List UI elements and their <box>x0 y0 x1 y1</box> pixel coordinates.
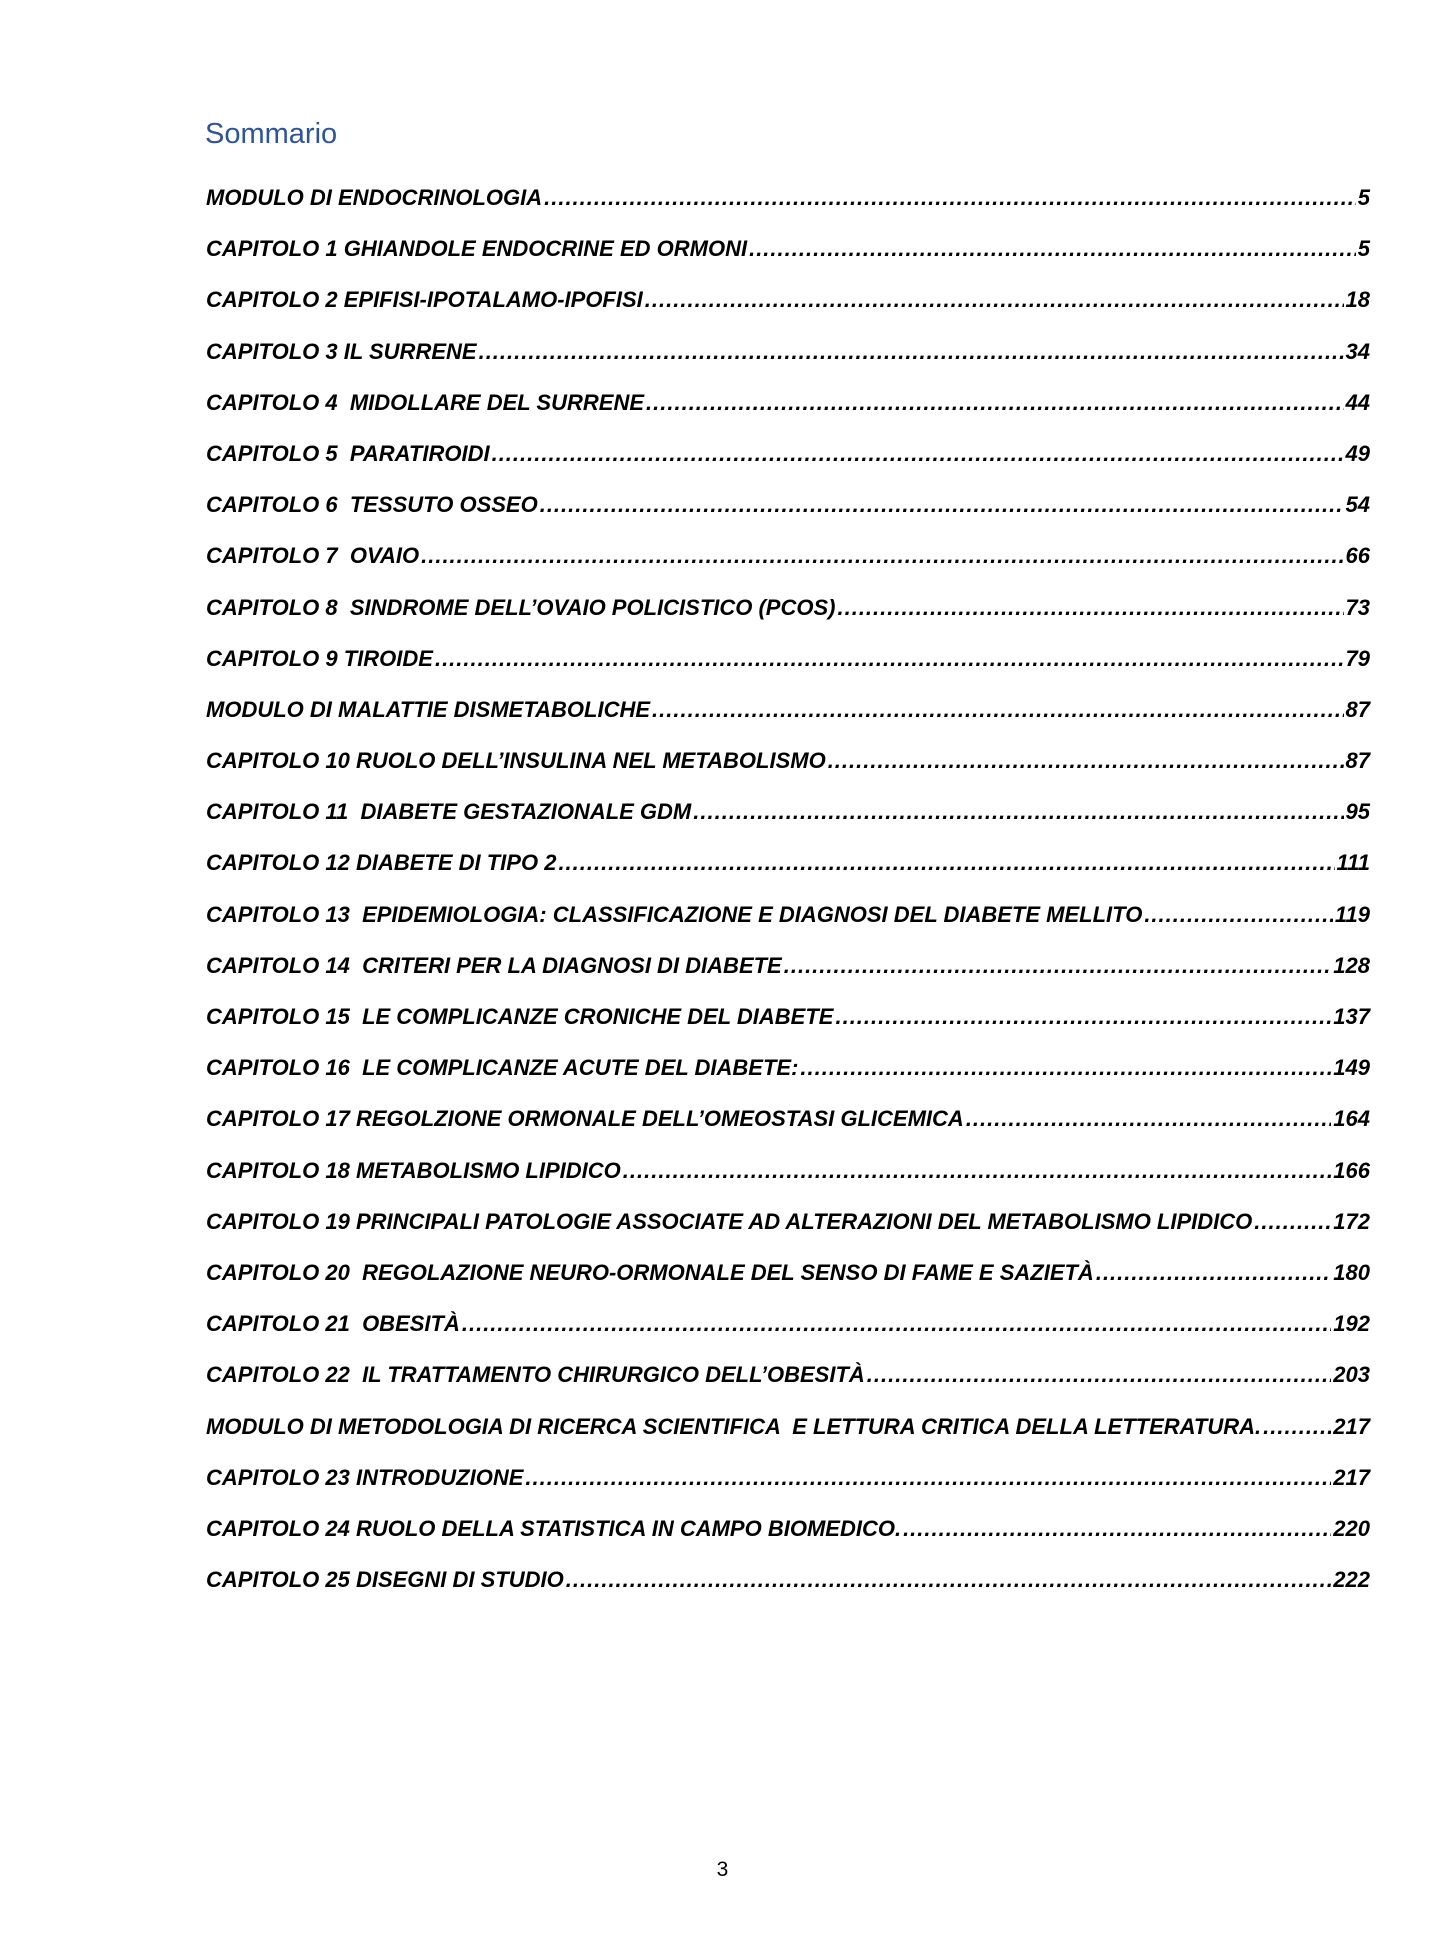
toc-dot-leader <box>1144 895 1333 935</box>
toc-entry-page: 164 <box>1333 1106 1370 1132</box>
toc-entry-label: MODULO DI ENDOCRINOLOGIA <box>206 185 543 210</box>
toc-entry-label: CAPITOLO 7 OVAIO <box>206 543 420 569</box>
toc-heading: Sommario <box>205 118 338 150</box>
toc-dot-leader <box>1263 1407 1331 1447</box>
toc-entry[interactable] <box>206 639 1370 690</box>
toc-entry-label: CAPITOLO 14 CRITERI PER LA DIAGNOSI DI DIABETE <box>206 952 782 978</box>
toc-entry-page: 5 <box>1357 185 1370 210</box>
toc-entry-label: CAPITOLO 18 METABOLISMO LIPIDICO <box>206 1157 621 1183</box>
toc-entry-label: CAPITOLO 15 LE COMPLICANZE CRONICHE DEL DIABETE <box>206 1004 834 1029</box>
toc-entry[interactable] <box>206 1253 1370 1304</box>
toc-entry-page: 149 <box>1333 1055 1370 1081</box>
toc-entry[interactable] <box>206 1509 1370 1560</box>
toc-dot-leader <box>525 1458 1331 1498</box>
toc-entry-page: 180 <box>1333 1259 1370 1285</box>
toc-entry[interactable] <box>206 1304 1370 1355</box>
toc-entry[interactable] <box>206 588 1370 639</box>
toc-dot-leader <box>479 332 1344 372</box>
toc-dot-leader <box>1254 1202 1331 1242</box>
toc-entry-label: CAPITOLO 25 DISEGNI DI STUDIO <box>206 1567 564 1593</box>
toc-entry[interactable] <box>206 1560 1370 1611</box>
toc-entry-label: CAPITOLO 8 SINDROME DELL’OVAIO POLICISTICO (PCOS) <box>206 594 836 620</box>
toc-dot-leader <box>558 843 1334 883</box>
toc-entry-label: CAPITOLO 24 RUOLO DELLA STATISTICA IN CAMPO BIOMEDICO. <box>206 1515 902 1541</box>
toc-entry-label: CAPITOLO 12 DIABETE DI TIPO 2 <box>206 850 557 876</box>
toc-entry-label: CAPITOLO 2 EPIFISI-IPOTALAMO-IPOFISI <box>206 287 643 313</box>
toc-entry-page: 5 <box>1357 236 1370 262</box>
toc-entry-page: 222 <box>1333 1567 1370 1593</box>
toc-dot-leader <box>749 229 1356 269</box>
toc-entry-label: MODULO DI MALATTIE DISMETABOLICHE <box>206 696 651 722</box>
toc-entry-label: CAPITOLO 16 LE COMPLICANZE ACUTE DEL DIABETE: <box>206 1055 799 1081</box>
toc-entry-label: CAPITOLO 11 DIABETE GESTAZIONALE GDM <box>206 799 692 825</box>
toc-entry[interactable] <box>206 383 1370 434</box>
toc-entry[interactable] <box>206 741 1370 792</box>
toc-dot-leader <box>867 1355 1331 1395</box>
toc-dot-leader <box>646 383 1344 423</box>
toc-dot-leader <box>492 434 1344 474</box>
toc-entry-label: CAPITOLO 9 TIROIDE <box>206 645 433 671</box>
toc-entry-page: 79 <box>1345 645 1370 671</box>
toc-dot-leader <box>462 1304 1331 1344</box>
toc-entry-page: 217 <box>1333 1413 1370 1439</box>
toc-dot-leader <box>566 1560 1332 1600</box>
toc-entry-label: CAPITOLO 5 PARATIROIDI <box>206 440 490 466</box>
toc-entry[interactable] <box>206 1407 1370 1458</box>
toc-entry[interactable] <box>206 997 1370 1048</box>
toc-entry-page: 54 <box>1345 492 1370 518</box>
toc-entry[interactable] <box>206 434 1370 485</box>
toc-dot-leader <box>784 946 1332 986</box>
toc-entry-label: CAPITOLO 21 OBESITÀ <box>206 1311 460 1337</box>
toc-dot-leader <box>903 1509 1331 1549</box>
toc-entry-page: 217 <box>1333 1464 1370 1490</box>
toc-dot-leader <box>623 1151 1332 1191</box>
toc-entry-page: 34 <box>1345 338 1370 364</box>
toc-entry-label: CAPITOLO 19 PRINCIPALI PATOLOGIE ASSOCIATE AD ALTERAZIONI DEL METABOLISMO LIPIDICO <box>206 1208 1253 1234</box>
toc-entry-label: CAPITOLO 4 MIDOLLARE DEL SURRENE <box>206 389 645 415</box>
toc-entry[interactable] <box>206 1202 1370 1253</box>
toc-entry-label: CAPITOLO 23 INTRODUZIONE <box>206 1464 524 1490</box>
toc-entry-page: 119 <box>1334 901 1370 927</box>
toc-entry-page: 49 <box>1345 440 1370 466</box>
toc-entry[interactable] <box>206 1099 1370 1150</box>
toc-entry-page: 128 <box>1333 952 1370 978</box>
toc-entry[interactable] <box>206 485 1370 536</box>
toc-entry-page: 137 <box>1333 1004 1370 1029</box>
toc-dot-leader <box>540 485 1344 525</box>
toc-entry-label: CAPITOLO 1 GHIANDOLE ENDOCRINE ED ORMONI <box>206 236 748 262</box>
toc-dot-leader <box>435 639 1344 679</box>
toc-entry-label: CAPITOLO 13 EPIDEMIOLOGIA: CLASSIFICAZIONE E DIAGNOSI DEL DIABETE MELLITO <box>206 901 1143 927</box>
toc-dot-leader <box>835 997 1331 1037</box>
toc-entry-page: 220 <box>1333 1515 1370 1541</box>
toc-entry-page: 111 <box>1336 850 1370 876</box>
toc-entry[interactable] <box>206 843 1370 894</box>
toc-entry[interactable] <box>206 946 1370 997</box>
toc-entry-page: 172 <box>1333 1208 1370 1234</box>
page-number: 3 <box>716 1858 729 1881</box>
table-of-contents <box>206 178 1370 1611</box>
toc-entry-page: 87 <box>1345 748 1370 774</box>
toc-dot-leader <box>544 178 1356 218</box>
toc-entry-page: 66 <box>1345 543 1370 569</box>
toc-entry[interactable] <box>206 280 1370 331</box>
toc-entry-label: MODULO DI METODOLOGIA DI RICERCA SCIENTIFICA E LETTURA CRITICA DELLA LETTERATURA. <box>206 1413 1262 1439</box>
toc-entry-page: 44 <box>1345 389 1370 415</box>
toc-entry-label: CAPITOLO 10 RUOLO DELL’INSULINA NEL METABOLISMO <box>206 748 826 774</box>
toc-dot-leader <box>966 1099 1331 1139</box>
toc-dot-leader <box>652 690 1343 730</box>
toc-entry[interactable] <box>206 229 1370 280</box>
toc-dot-leader <box>800 1048 1331 1088</box>
toc-entry-label: CAPITOLO 20 REGOLAZIONE NEURO-ORMONALE DEL SENSO DI FAME E SAZIETÀ <box>206 1259 1094 1285</box>
toc-entry-page: 203 <box>1333 1362 1370 1388</box>
toc-dot-leader <box>421 536 1343 576</box>
toc-entry[interactable] <box>206 178 1370 229</box>
toc-entry-label: CAPITOLO 3 IL SURRENE <box>206 338 477 364</box>
toc-entry[interactable] <box>206 792 1370 843</box>
toc-dot-leader <box>645 280 1344 320</box>
toc-entry[interactable] <box>206 690 1370 741</box>
toc-entry-page: 18 <box>1345 287 1370 313</box>
toc-entry-label: CAPITOLO 22 IL TRATTAMENTO CHIRURGICO DELL’OBESITÀ <box>206 1362 865 1388</box>
toc-entry[interactable] <box>206 1151 1370 1202</box>
toc-entry[interactable] <box>206 1355 1370 1406</box>
toc-entry[interactable] <box>206 1048 1370 1099</box>
toc-entry[interactable] <box>206 536 1370 587</box>
toc-entry-page: 95 <box>1345 799 1370 825</box>
toc-dot-leader <box>1096 1253 1331 1293</box>
toc-entry-page: 87 <box>1345 696 1370 722</box>
toc-dot-leader <box>693 792 1343 832</box>
toc-entry-page: 192 <box>1333 1311 1370 1337</box>
toc-entry-label: CAPITOLO 6 TESSUTO OSSEO <box>206 492 538 518</box>
toc-entry[interactable] <box>206 1458 1370 1509</box>
toc-entry-page: 166 <box>1333 1157 1370 1183</box>
toc-entry-page: 73 <box>1345 594 1370 620</box>
toc-dot-leader <box>837 588 1343 628</box>
toc-entry[interactable] <box>206 895 1370 946</box>
toc-entry-label: CAPITOLO 17 REGOLZIONE ORMONALE DELL’OMEOSTASI GLICEMICA <box>206 1106 964 1132</box>
toc-entry[interactable] <box>206 332 1370 383</box>
toc-dot-leader <box>828 741 1344 781</box>
